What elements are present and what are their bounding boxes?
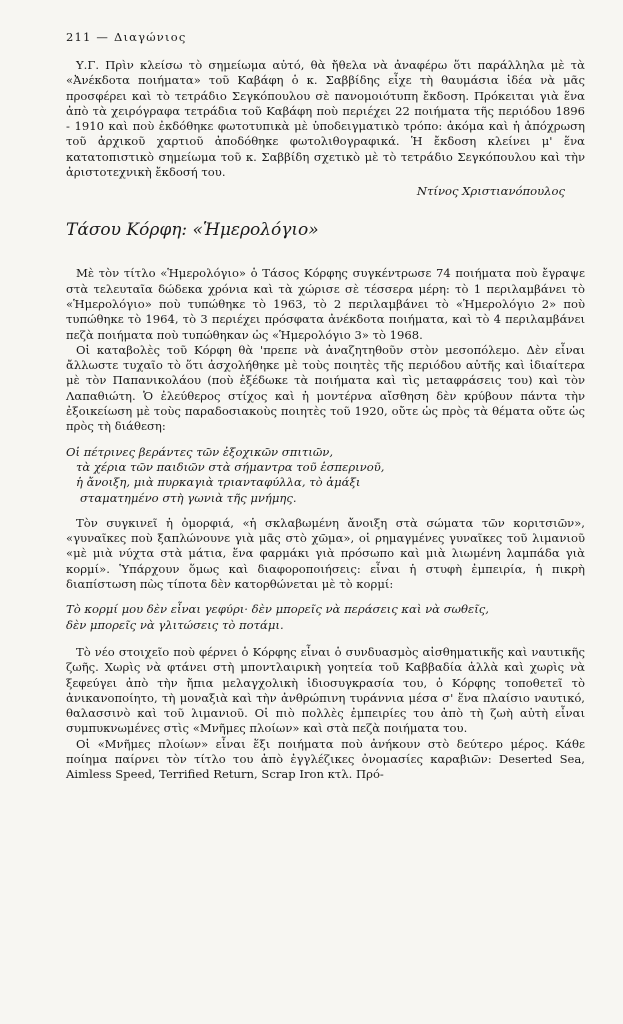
poem-line: τὰ χέρια τῶν παιδιῶν στὰ σήμαντρα τοῦ ἑσπερινοῦ,: [76, 459, 385, 474]
postscript-paragraph: Υ.Γ. Πρὶν κλείσω τὸ σημείωμα αὐτό, θὰ ἤθελα νὰ ἀναφέρω ὅτι παράλληλα μὲ τὰ «Ἀνέκδοτα ποιήματα» τοῦ Καβάφη ὁ κ. Σαββίδης εἶχε τὴ θαυμάσια ἰδέα νὰ μᾶς προσφέρει καὶ τὸ τετράδιο Σεγκόπουλου σὲ πανομοιότυπη ἔκδοση. Πρόκειται γιὰ ἕνα ἀπὸ τὰ χειρόγραφα τετράδια τοῦ Καβάφη ποὺ περιέχει 22 ποιήματα τῆς περιόδου 1896 - 1910 καὶ ποὺ ἐκδόθηκε φωτοτυπικὰ μὲ ὑποδειγματικὸ τρόπο: ἀκόμα καὶ ἡ ἀπόχρωση τοῦ ἀρχικοῦ χαρτιοῦ ἀποδόθηκε φωτολιθογραφικά. Ἡ ἔκδοση κλείνει μ' ἕνα κατατοπιστικὸ σημείωμα τοῦ κ. Σαββίδη σχετικὸ μὲ τὸ τετράδιο Σεγκόπουλου καὶ τὴν ἀριστοτεχνικὴ ἔκδοσή του.: [66, 58, 585, 180]
poem-line: ἡ ἄνοιξη, μιὰ πυρκαγιὰ τριανταφύλλα, τὸ ἁμάξι: [76, 475, 361, 490]
review-paragraph-3: Τὸν συγκινεῖ ἡ ὀμορφιά, «ἡ σκλαβωμένη ἄνοιξη στὰ σώματα τῶν κοριτσιῶν», «γυναῖκες ποὺ ξαπλώνουνε γιὰ μᾶς στὸ χῶμα», οἱ ρημαγμένες γυναῖκες τοῦ λιμανιοῦ «μὲ μιὰ νύχτα στὰ μάτια, ἕνα φαρμάκι γιὰ πρόσωπο καὶ μιὰ λιωμένη λαμπάδα γιὰ κορμί». Ὑπάρχουν ὅμως καὶ διαφοροποιήσεις: εἶναι ἡ στυφὴ ἐμπειρία, ἡ πικρὴ διαπίστωση πὼς τίποτα δὲν κατορθώνεται μὲ τὸ κορμί:: [66, 515, 585, 592]
review-paragraph-2: Οἱ καταβολὲς τοῦ Κόρφη θὰ 'πρεπε νὰ ἀναζητηθοῦν στὸν μεσοπόλεμο. Δὲν εἶναι ἄλλωστε τυχαῖο τὸ ὅτι ἀσχολήθηκε μὲ τοὺς ποιητὲς τῆς περιόδου αὐτῆς καὶ ἰδιαίτερα μὲ τὸν Παπανικολάου (ποὺ ἐξέδωκε τὰ ποιήματα καὶ τὶς μεταφράσεις του) καὶ τὸν Λαπαθιώτη. Ὁ ἐλεύθερος στίχος καὶ ἡ μοντέρνα αἴσθηση δὲν κρύβουν πάντα τὴν ἐξοικείωση μὲ τοὺς παραδοσιακοὺς ποιητὲς τοῦ 1920, οὔτε ὡς πρὸς τὰ θέματα οὔτε ὡς πρὸς τὴ διάθεση:: [66, 342, 585, 434]
poem-excerpt: [66, 445, 585, 506]
quote-line: δὲν μπορεῖς νὰ γλιτώσεις τὸ ποτάμι.: [66, 617, 284, 632]
review-paragraph-5: Οἱ «Μνῆμες πλοίων» εἶναι ἕξι ποιήματα ποὺ ἀνήκουν στὸ δεύτερο μέρος. Κάθε ποίημα παίρνει τὸν τίτλο του ἀπὸ ἐγγλέζικες ὀνομασίες καραβιῶν: Deserted Sea, Aimless Speed, Terrified Return, Scrap Iron κτλ. Πρό-: [66, 736, 585, 782]
poem-line: Οἱ πέτρινες βεράντες τῶν ἐξοχικῶν σπιτιῶν,: [66, 444, 334, 459]
review-title: Τάσου Κόρφη: «Ἡμερολόγιο»: [66, 220, 319, 241]
running-head: 211 — Διαγώνιος: [66, 30, 187, 44]
review-paragraph-4: Τὸ νέο στοιχεῖο ποὺ φέρνει ὁ Κόρφης εἶναι ὁ συνδυασμὸς αἰσθηματικῆς καὶ ναυτικῆς ζωῆς. Χωρὶς νὰ φτάνει στὴ μποντλαιρικὴ γοητεία τοῦ Καββαδία ἀλλὰ καὶ χωρὶς νὰ ξεφεύγει ἀπὸ τὴν ἤπια μελαγχολικὴ ἰδιοσυγκρασία του, ὁ Κόρφης τοποθετεῖ τὸ ἀνικανοποίητο, τὴ μοναξιὰ καὶ τὴν ἀνθρώπινη τυράννια μέσα σ' ἕνα πλαίσιο ναυτικό, θαλασσινὸ καὶ τοῦ λιμανιοῦ. Οἱ πιὸ πολλὲς ἐμπειρίες του ἀπὸ τὴ ζωὴ αὐτὴ εἶναι συμπυκνωμένες στὶς «Μνῆμες πλοίων» καὶ στὰ πεζὰ ποιήματα του.: [66, 644, 585, 736]
quote-line: Τὸ κορμί μου δὲν εἶναι γεφύρι· δὲν μπορεῖς νὰ περάσεις καὶ νὰ σωθεῖς,: [66, 602, 489, 617]
poem-line: σταματημένο στὴ γωνιὰ τῆς μνήμης.: [80, 490, 297, 505]
quote-excerpt: [66, 602, 585, 633]
author-signature: Ντίνος Χριστιανόπουλος: [416, 184, 565, 199]
review-paragraph-1: Μὲ τὸν τίτλο «Ἡμερολόγιο» ὁ Τάσος Κόρφης συγκέντρωσε 74 ποιήματα ποὺ ἔγραψε στὰ τελευταῖα δώδεκα χρόνια καὶ τὰ χώρισε σὲ τέσσερα μέρη: τὸ 1 περιλαμβάνει τὸ «Ἡμερολόγιο» ποὺ τυπώθηκε τὸ 1963, τὸ 2 περιλαμβάνει τὸ «Ἡμερολόγιο 2» ποὺ τυπώθηκε τὸ 1964, τὸ 3 περιέχει πρόσφατα ἀνέκδοτα ποιήματα, καὶ τὸ 4 περιλαμβάνει πεζὰ ποιήματα ποὺ τυπώθηκαν ὡς «Ἡμερολόγιο 3» τὸ 1968.: [66, 266, 585, 342]
